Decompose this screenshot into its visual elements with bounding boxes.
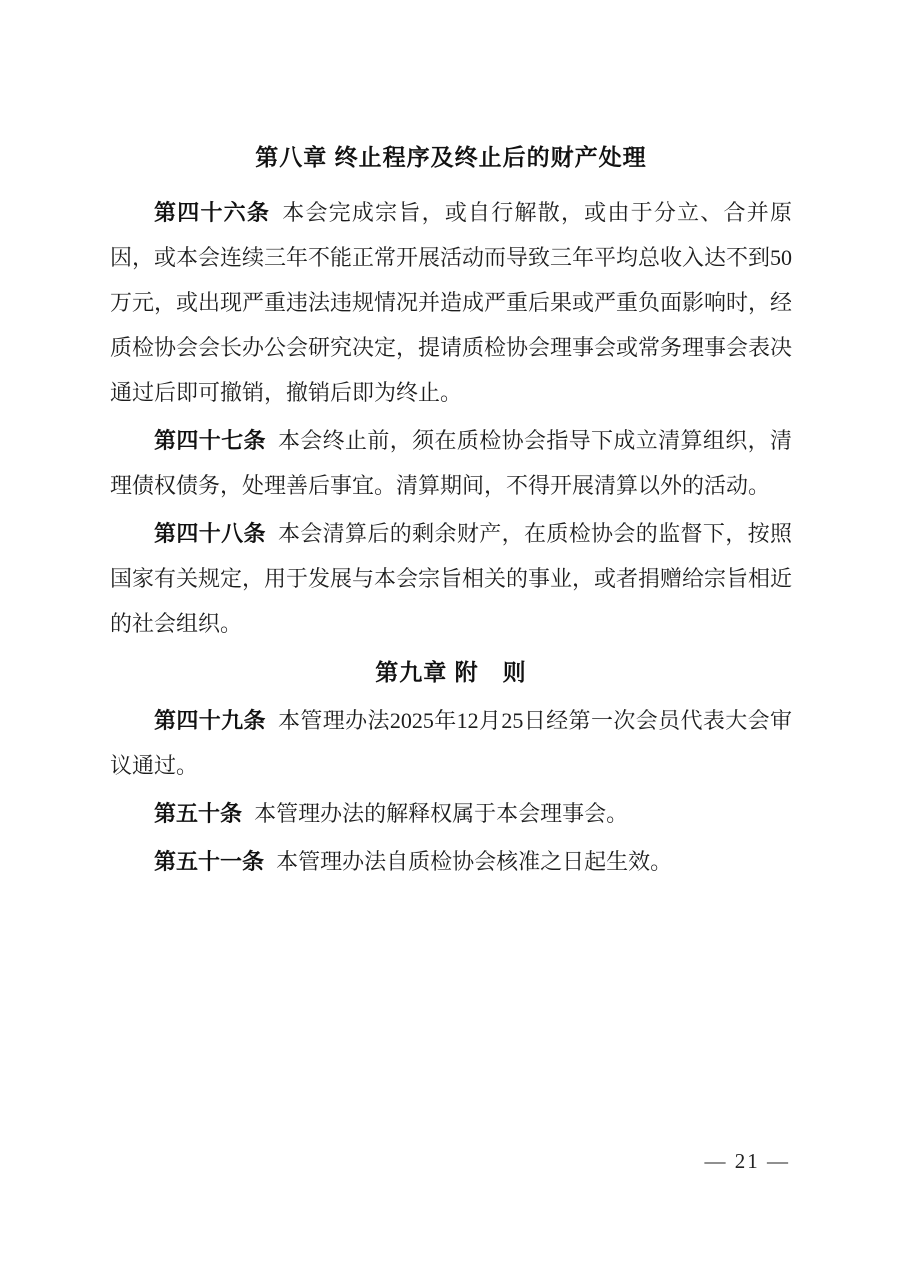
article-49 xyxy=(110,698,792,788)
article-50 xyxy=(110,791,792,836)
article-46-text: 本会完成宗旨，或自行解散，或由于分立、合并原因，或本会连续三年不能正常开展活动而导致三年平均总收入达不到50万元，或出现严重违法违规情况并造成严重后果或严重负面影响时，经质检协会会长办公会研究决定，提请质检协会理事会或常务理事会表决通过后即可撤销，撤销后即为终止。 xyxy=(110,200,793,405)
article-49-text: 本管理办法2025年12月25日经第一次会员代表大会审议通过。 xyxy=(110,708,792,778)
article-46 xyxy=(110,190,792,415)
article-50-text: 本管理办法的解释权属于本会理事会。 xyxy=(254,801,629,826)
article-51-label: 第五十一条 xyxy=(154,849,265,874)
article-47-label: 第四十七条 xyxy=(154,428,266,453)
article-50-label: 第五十条 xyxy=(154,801,243,826)
article-48-label: 第四十八条 xyxy=(154,521,266,546)
article-47-text: 本会终止前，须在质检协会指导下成立清算组织，清理债权债务，处理善后事宜。清算期间，不得开展清算以外的活动。 xyxy=(110,428,792,498)
article-51 xyxy=(110,839,792,884)
article-51-text: 本管理办法自质检协会核准之日起生效。 xyxy=(276,849,673,874)
article-48-text: 本会清算后的剩余财产，在质检协会的监督下，按照国家有关规定，用于发展与本会宗旨相关的事业，或者捐赠给宗旨相近的社会组织。 xyxy=(110,521,793,636)
article-47 xyxy=(110,418,792,508)
page-number: — 21 — xyxy=(704,1149,790,1173)
chapter-8-title: 第八章 终止程序及终止后的财产处理 xyxy=(255,144,647,170)
document-body xyxy=(110,140,792,884)
article-46-label: 第四十六条 xyxy=(154,200,271,225)
article-48 xyxy=(110,511,792,646)
article-49-label: 第四十九条 xyxy=(154,708,266,733)
chapter-9-title: 第九章 附 则 xyxy=(375,659,527,685)
